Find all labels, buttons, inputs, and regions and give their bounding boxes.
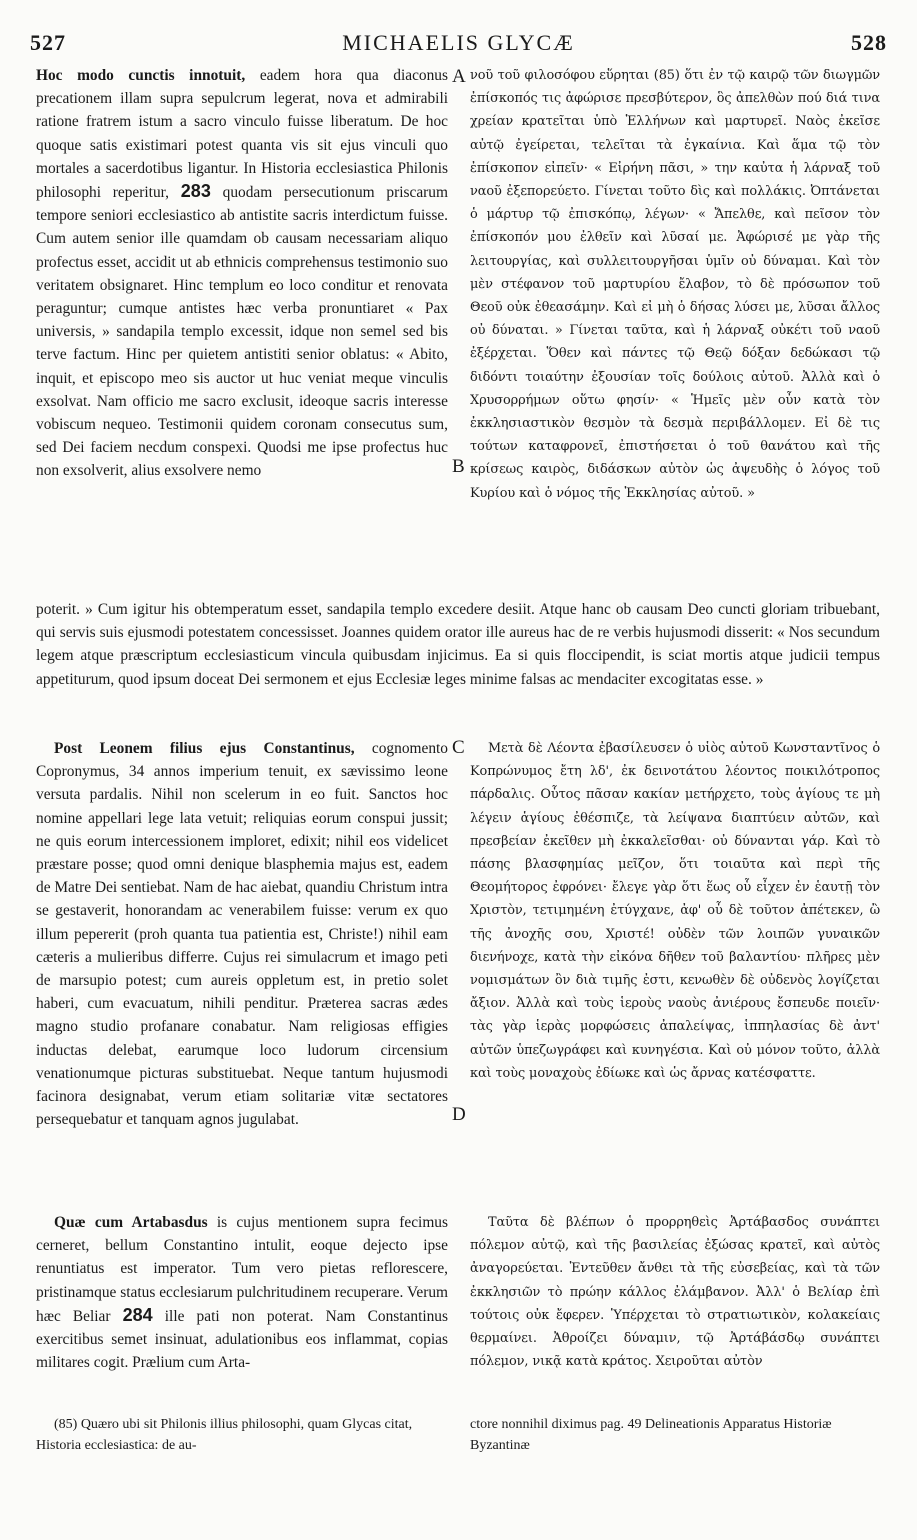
margin-marker-d: D [452,1104,466,1125]
latin-paragraph-2: Post Leonem filius ejus Constantinus, cognomento Copronymus, 34 annos imperium tenuit, ex sævissimo leone versuta pardalis. Nihil non scelerum in eo fuit. Sanctos hoc nomine appellari lege lata vetuit; reliquias eorum conspui jussit; ne quis eorum intercessionem imploret, edixit; nihil eos videlicet præstare posse; quod omni denique blasphemia majus est, eadem de Matre Dei sentiebat. Nam de hac aiebat, quandiu Christum intra se gestaverit, honorandam ac venerabilem fuisse: verum ex quo illum pepererit (proh quanta tua patientia est, Christe!) nihil eam cæteris a mulieribus differre. Cujus rei simulacrum et imago peti de marsupio potest; cum aureis oppletum est, in pretio solet haberi, cum evacuatum, nihili penditur. Præterea sacras ædes magno studio profanare conabatur. Nam religiosas effigies inductas delebat, earumque loco ludorum circensium venationumque picturas substituebat. Neque tantum hujusmodi facinora designabat, verum etiam solitariæ vitæ sectatores persequebatur et tanquam agnos jugulabat. [36,740,448,1129]
running-header [30,30,887,60]
margin-marker-c: C [452,737,465,758]
latin-lead-3: Quæ cum Artabasdus [54,1214,208,1231]
greek-paragraph-3: Ταῦτα δὲ βλέπων ὁ προρρηθεὶς Ἀρτάβασδος συνάπτει πόλεμον αὐτῷ, καὶ τῆς βασιλείας ἐξώσας κρατεῖ, καὶ αὐτὸς ἀναγορεύεται. Ἐντεῦθεν ἄνθει τὰ τῆς εὐσεβείας, καὶ τὰ τῶν ἐκκλησιῶν τὸ πρώην κάλλος ἐλάμβανον. Ἀλλ' ὁ Βελίαρ ἐπὶ τούτοις οὐκ ἔφερεν. Ὑπέρχεται τὸ στρατιωτικὸν, κολακείαις θερμαίνει. Ἀθροίζει δύναμιν, τῷ Ἀρτάβάσδῳ συνάπτει πόλεμον, νικᾷ κατὰ κράτος. Χειροῦται αὐτὸν [470,1215,880,1370]
page-number-right: 528 [851,30,887,55]
latin-continuation: poterit. » Cum igitur his obtemperatum esset, sandapila templo excedere desiit. Atque hanc ob causam Deo cuncti gloriam tribuebant, qui servis suis ejusmodi potestatem concessisset. Joannes quidem orator ille aureus hac de re verbis hujusmodi disserit: « Nos secundum legem atque præscriptum ecclesiasticum vincula quibusdam injicimus. Ea si quis floccipendit, is sciat mortis atque judicii tempus appetiturum, quod ipsum doceat Dei sermonem et ejus Ecclesiæ leges minime falsas ac mendaciter excogitatas esse. » [36,601,880,688]
margin-marker-b: B [452,456,465,477]
greek-column-section-2 [470,737,880,1085]
running-title: MICHAELIS GLYCÆ [342,30,575,55]
latin-paragraph-1: Hoc modo cunctis innotuit, eadem hora qua diaconus precationem illam supra sepulcrum legerat, nova et admirabili ratione fratrem istum a sacro vinculo fuisse liberatum. De hoc quoque satis existimari potest quanta vis sit ejus vinculi quo mortales a sacerdotibus ligantur. In Historia ecclesiastica Philonis philosophi reperitur, 283 quodam persecutionum priscarum tempore seniori ecclesiastico ab antistite sacris interdictum fuisse. Cum autem senior ille quamdam ob causam necessariam aliquo profectus esset, accidit ut ab ethnicis comprehensus testimonio suo veritatem obsignaret. Hinc templum eo loco conditur et renovata peraguntur; cumque antistes hæc verba pronuntiaret « Pax universis, » sandapila templo excessit, idque non semel sed bis terve factum. Hinc per quietem antistiti senior oblatus: « Abito, inquit, et episcopo meo sis auctor ut huc veniat meque vinculis exsolvat. Nam officio me sacro exclusit, ideoque sacris interesse vobiscum nequeo. Testimonii quidem coronam consecutus sum, sed Dei faciem necdum conspexi. Quodsi me ipse profectus huc non exsolverit, alius exsolvere nemo [36,67,448,480]
greek-paragraph-1: νοῦ τοῦ φιλοσόφου εὕρηται (85) ὅτι ἐν τῷ καιρῷ τῶν διωγμῶν ἐπίσκοπός τις ἀφώρισε πρεσβύτερον, ὃς ἀπελθὼν πού διά τινα χρείαν κρατεῖται ὑπὸ Ἑλλήνων καὶ μαρτυρεῖ. Ναὸς ἐκεῖσε αὐτῷ ἐγείρεται, τελεῖται τὰ ἐγκαίνια. Καὶ ἅμα τῷ τὸν ἐπίσκοπον εἰπεῖν· « Εἰρήνη πᾶσι, » την καὐτα ἡ λάρναξ τοῦ ναοῦ ἐξεπορεύετο. Γίνεται τοῦτο δὶς καὶ πολλάκις. Ὀπτάνεται ὁ μάρτυρ τῷ ἐπισκόπῳ, λέγων· « Ἄπελθε, καὶ πεῖσον τὸν ἐπίσκοπόν μου ἐλθεῖν καὶ λῦσαί με. Ἀφώρισέ με γὰρ τῆς λειτουργίας, καὶ συλλειτουργῆσαι ὑμῖν οὐ δύναμαι. Καὶ τὸν μὲν στέφανον τοῦ μαρτυρίου ἔλαβον, τὸ δὲ πρόσωπον τοῦ Θεοῦ οὐκ ἐθεασάμην. Καὶ εἰ μὴ ὁ δήσας λύσει με, λῦσαι ἄλλος οὐ δύναται. » Γίνεται ταῦτα, καὶ ἡ λάρναξ οὐκέτι τοῦ ναοῦ ἐξέρχεται. Ὅθεν καὶ πάντες τῷ Θεῷ δόξαν δεδώκασι τῷ διδόντι τοιαύτην ἐξουσίαν τοῖς δούλοις αὐτοῦ. Ἀλλὰ καὶ ὁ Χρυσορρήμων οὕτω φησίν· « Ἡμεῖς μὲν οὖν κατὰ τὸν ἐκκλησιαστικὸν θεσμὸν τὰ δεσμὰ περιβάλλομεν. Εἰ δὲ τις τούτων καταφρονεῖ, ἐπιστήσεται ὁ τοῦ θανάτου καὶ τῆς κρίσεως καιρὸς, διδάσκων αὐτὸν ὡς ἀψευδὴς ὁ λόγος τοῦ Κυρίου καὶ ὁ νόμος τῆς Ἐκκλησίας αὐτοῦ. » [470,68,880,501]
latin-lead-1: Hoc modo cunctis innotuit, [36,67,246,84]
footnote-right [470,1414,880,1456]
greek-column-section-1 [470,64,880,505]
footnote-left [36,1414,448,1456]
latin-paragraph-3: Quæ cum Artabasdus is cujus mentionem supra fecimus cerneret, bellum Constantino intulit, eoque dejecto ipse renuntiatus est imperator. Tum vero pietas reflorescere, pristinamque status ecclesiarum pulchritudinem recuperare. Verum hæc Beliar 284 ille pati non poterat. Nam Constantinus exercitibus semet insinuat, adulationibus eos inflammat, copias militares cogit. Prælium cum Arta- [36,1214,448,1372]
greek-column-section-3 [470,1211,880,1373]
margin-marker-a: A [452,66,466,87]
latin-lead-2: Post Leonem filius ejus Constantinus, [54,740,355,757]
latin-column-section-2 [36,737,448,1131]
footnote-text-left: (85) Quæro ubi sit Philonis illius philosophi, quam Glycas citat, Historia ecclesiastica: de au- [36,1417,413,1453]
latin-column-section-1 [36,64,448,483]
page-number-left: 527 [30,30,66,55]
edition-page-number: 283 [180,181,211,202]
edition-page-number-2: 284 [122,1304,153,1325]
greek-paragraph-2: Μετὰ δὲ Λέοντα ἐβασίλευσεν ὁ υἱὸς αὐτοῦ Κωνσταντῖνος ὁ Κοπρώνυμος ἔτη λδ', ἐκ δεινοτάτου λέοντος ποικιλότροπος πάρδαλις. Οὗτος πᾶσαν κακίαν μετήρχετο, τοὺς ἁγίους τε μὴ λέγειν ἁγίους ἐθέσπιζε, τὰ λείψανα διαπτύειν αὐτῶν, καὶ πρεσβείαν ἐκεῖθεν μὴ ἐκκαλεῖσθαι· οὐ δύνανται γάρ. Καὶ τὸ πάσης βλασφημίας μεῖζον, ὅτι τοιαῦτα καὶ περὶ τῆς Θεομήτορος ἐφρόνει· ἔλεγε γὰρ ὅτι ἕως οὗ εἶχεν ἐν ἑαυτῇ τὸν Χριστὸν, τετιμημένη ἐτύγχανε, ἀφ' οὗ δὲ τοῦτον ἀπέτεκεν, ὢ τῆς ἀνοχῆς σου, Χριστέ! οὐδὲν τῶν λοιπῶν γυναικῶν διενήνοχε, κατὰ τὴν εἰκόνα δῆθεν τοῦ βαλαντίου· πλῆρες μὲν νομισμάτων ὂν διὰ τιμῆς ἐστι, κενωθὲν δὲ οὐδενὸς λογίζεται ἄξιον. Ἀλλὰ καὶ τοὺς ἱεροὺς ναοὺς ἀνιέρους ἔσπευδε ποιεῖν· τὰς γὰρ ἱερὰς μορφώσεις ἀπαλείψας, ἱππηλασίας δὲ ἀντ' αὐτῶν ὑπεζωγράφει καὶ κυνηγέσια. Καὶ οὐ μόνον τοῦτο, ἀλλὰ καὶ τοὺς μοναχοὺς ἐδίωκε καὶ ὡς ἄρνας κατέσφαττε. [470,741,880,1081]
full-width-paragraph [36,598,880,691]
latin-column-section-3 [36,1211,448,1374]
footnote-text-right: ctore nonnihil diximus pag. 49 Delineationis Apparatus Historiæ Byzantinæ [470,1417,832,1453]
